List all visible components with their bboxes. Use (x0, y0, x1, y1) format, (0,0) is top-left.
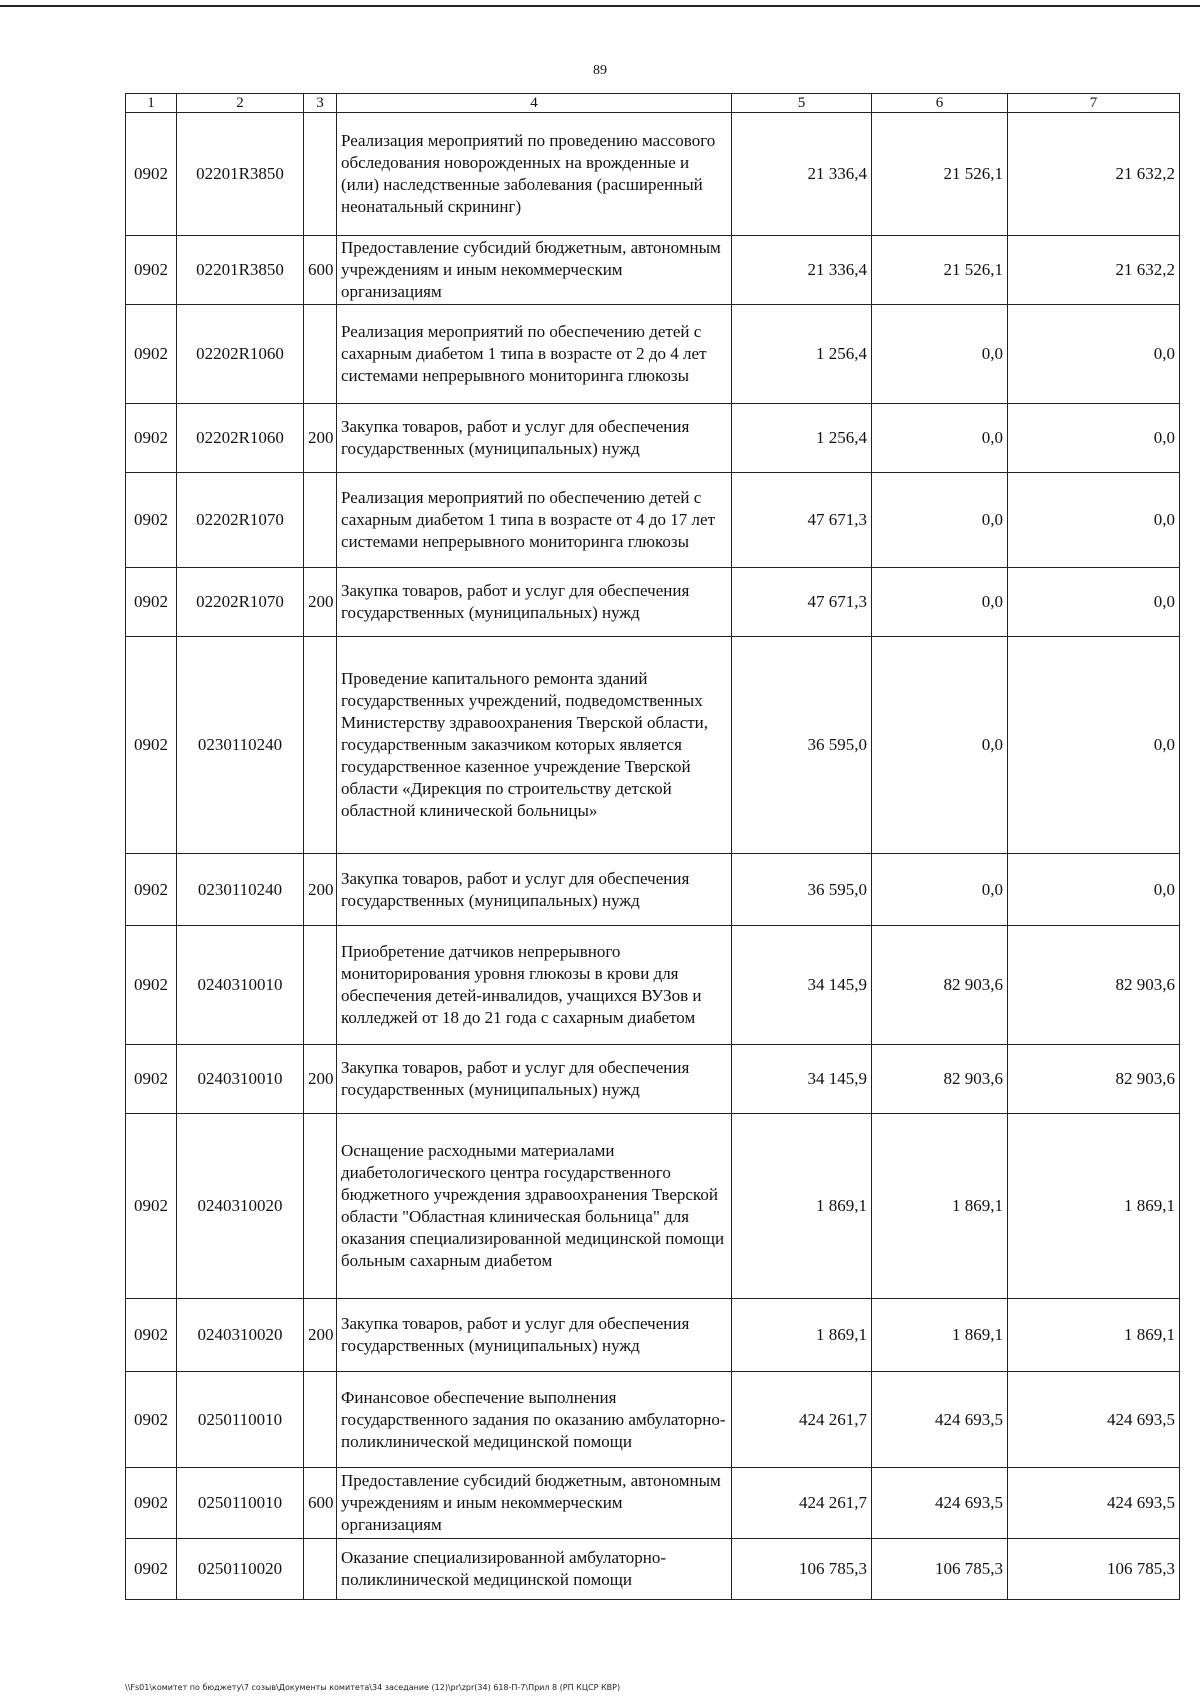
amount-col6: 1 869,1 (872, 1299, 1008, 1372)
section-code: 0902 (126, 1114, 177, 1299)
target-article-code: 02202R1070 (177, 568, 304, 637)
table-row (126, 1539, 1180, 1600)
target-article-code: 0250110010 (177, 1468, 304, 1539)
target-article-code: 02202R1070 (177, 473, 304, 568)
amount-col6: 424 693,5 (872, 1372, 1008, 1468)
expense-type-code: 200 (304, 854, 337, 926)
amount-col7: 0,0 (1008, 404, 1180, 473)
section-code: 0902 (126, 404, 177, 473)
table-row (126, 1045, 1180, 1114)
expense-type-code (304, 926, 337, 1045)
expense-type-code: 200 (304, 404, 337, 473)
table-row (126, 1114, 1180, 1299)
expense-type-code: 200 (304, 1299, 337, 1372)
amount-col5: 424 261,7 (732, 1372, 872, 1468)
column-header-4: 4 (337, 94, 732, 113)
item-description: Финансовое обеспечение выполнения государственного задания по оказанию амбулаторно-поликлинической медицинской помощи (337, 1372, 732, 1468)
table-row (126, 568, 1180, 637)
item-description: Реализация мероприятий по обеспечению детей с сахарным диабетом 1 типа в возрасте от 4 до 17 лет системами непрерывного мониторинга глюкозы (337, 473, 732, 568)
amount-col7: 0,0 (1008, 305, 1180, 404)
table-row (126, 236, 1180, 305)
target-article-code: 0240310010 (177, 926, 304, 1045)
expense-type-code (304, 113, 337, 236)
item-description: Предоставление субсидий бюджетным, автономным учреждениям и иным некоммерческим организациям (337, 236, 732, 305)
target-article-code: 02202R1060 (177, 305, 304, 404)
table-row (126, 113, 1180, 236)
table-row (126, 926, 1180, 1045)
expense-type-code: 200 (304, 1045, 337, 1114)
target-article-code: 0240310020 (177, 1114, 304, 1299)
page-number: 89 (593, 63, 607, 78)
item-description: Реализация мероприятий по проведению массового обследования новорожденных на врожденные и (или) наследственные заболевания (расширенный неонатальный скрининг) (337, 113, 732, 236)
section-code: 0902 (126, 854, 177, 926)
column-header-6: 6 (872, 94, 1008, 113)
table-row (126, 1299, 1180, 1372)
amount-col7: 0,0 (1008, 637, 1180, 854)
target-article-code: 0240310020 (177, 1299, 304, 1372)
item-description: Оказание специализированной амбулаторно-поликлинической медицинской помощи (337, 1539, 732, 1600)
budget-table (125, 93, 1180, 1600)
target-article-code: 0250110010 (177, 1372, 304, 1468)
amount-col7: 424 693,5 (1008, 1468, 1180, 1539)
section-code: 0902 (126, 568, 177, 637)
expense-type-code (304, 473, 337, 568)
section-code: 0902 (126, 1045, 177, 1114)
target-article-code: 0230110240 (177, 854, 304, 926)
table-row (126, 305, 1180, 404)
expense-type-code (304, 1372, 337, 1468)
column-header-3: 3 (304, 94, 337, 113)
amount-col5: 34 145,9 (732, 926, 872, 1045)
item-description: Закупка товаров, работ и услуг для обеспечения государственных (муниципальных) нужд (337, 854, 732, 926)
target-article-code: 0250110020 (177, 1539, 304, 1600)
amount-col5: 21 336,4 (732, 113, 872, 236)
section-code: 0902 (126, 637, 177, 854)
amount-col6: 21 526,1 (872, 113, 1008, 236)
expense-type-code: 600 (304, 1468, 337, 1539)
amount-col7: 1 869,1 (1008, 1114, 1180, 1299)
item-description: Закупка товаров, работ и услуг для обеспечения государственных (муниципальных) нужд (337, 1045, 732, 1114)
amount-col6: 1 869,1 (872, 1114, 1008, 1299)
amount-col7: 424 693,5 (1008, 1372, 1180, 1468)
section-code: 0902 (126, 305, 177, 404)
file-path-footer: \\Fs01\комитет по бюджету\7 созыв\Документы комитета\34 заседание (12)\pr\zpr(34) 618-П-7\Прил 8 (РП КЦСР КВР) (125, 1683, 621, 1692)
column-header-1: 1 (126, 94, 177, 113)
amount-col6: 21 526,1 (872, 236, 1008, 305)
expense-type-code: 600 (304, 236, 337, 305)
section-code: 0902 (126, 1468, 177, 1539)
target-article-code: 0230110240 (177, 637, 304, 854)
column-header-2: 2 (177, 94, 304, 113)
amount-col5: 106 785,3 (732, 1539, 872, 1600)
amount-col6: 0,0 (872, 854, 1008, 926)
item-description: Закупка товаров, работ и услуг для обеспечения государственных (муниципальных) нужд (337, 1299, 732, 1372)
section-code: 0902 (126, 1299, 177, 1372)
target-article-code: 02201R3850 (177, 236, 304, 305)
amount-col5: 47 671,3 (732, 473, 872, 568)
amount-col7: 82 903,6 (1008, 1045, 1180, 1114)
amount-col5: 21 336,4 (732, 236, 872, 305)
amount-col7: 21 632,2 (1008, 113, 1180, 236)
item-description: Закупка товаров, работ и услуг для обеспечения государственных (муниципальных) нужд (337, 568, 732, 637)
amount-col7: 106 785,3 (1008, 1539, 1180, 1600)
amount-col5: 34 145,9 (732, 1045, 872, 1114)
section-code: 0902 (126, 1539, 177, 1600)
amount-col7: 21 632,2 (1008, 236, 1180, 305)
amount-col6: 424 693,5 (872, 1468, 1008, 1539)
target-article-code: 0240310010 (177, 1045, 304, 1114)
item-description: Закупка товаров, работ и услуг для обеспечения государственных (муниципальных) нужд (337, 404, 732, 473)
amount-col6: 106 785,3 (872, 1539, 1008, 1600)
table-row (126, 637, 1180, 854)
amount-col5: 1 869,1 (732, 1299, 872, 1372)
table-row (126, 854, 1180, 926)
amount-col5: 36 595,0 (732, 637, 872, 854)
table-row (126, 473, 1180, 568)
item-description: Оснащение расходными материалами диабетологического центра государственного бюджетного учреждения здравоохранения Тверской области "Областная клиническая больница" для оказания специализированной медицинской помощи больным сахарным диабетом (337, 1114, 732, 1299)
item-description: Предоставление субсидий бюджетным, автономным учреждениям и иным некоммерческим организациям (337, 1468, 732, 1539)
amount-col5: 47 671,3 (732, 568, 872, 637)
amount-col6: 0,0 (872, 568, 1008, 637)
amount-col6: 0,0 (872, 404, 1008, 473)
top-border-line (0, 5, 1200, 7)
amount-col6: 0,0 (872, 637, 1008, 854)
column-number-row (126, 94, 1180, 113)
amount-col7: 0,0 (1008, 568, 1180, 637)
table-row (126, 1372, 1180, 1468)
table-row (126, 1468, 1180, 1539)
table-row (126, 404, 1180, 473)
amount-col5: 424 261,7 (732, 1468, 872, 1539)
section-code: 0902 (126, 473, 177, 568)
amount-col5: 1 256,4 (732, 305, 872, 404)
amount-col7: 82 903,6 (1008, 926, 1180, 1045)
amount-col5: 1 869,1 (732, 1114, 872, 1299)
amount-col6: 0,0 (872, 305, 1008, 404)
section-code: 0902 (126, 236, 177, 305)
section-code: 0902 (126, 113, 177, 236)
section-code: 0902 (126, 1372, 177, 1468)
amount-col6: 82 903,6 (872, 926, 1008, 1045)
item-description: Реализация мероприятий по обеспечению детей с сахарным диабетом 1 типа в возрасте от 2 до 4 лет системами непрерывного мониторинга глюкозы (337, 305, 732, 404)
target-article-code: 02202R1060 (177, 404, 304, 473)
amount-col5: 1 256,4 (732, 404, 872, 473)
expense-type-code (304, 305, 337, 404)
expense-type-code: 200 (304, 568, 337, 637)
section-code: 0902 (126, 926, 177, 1045)
column-header-7: 7 (1008, 94, 1180, 113)
amount-col7: 0,0 (1008, 473, 1180, 568)
target-article-code: 02201R3850 (177, 113, 304, 236)
expense-type-code (304, 637, 337, 854)
item-description: Проведение капитального ремонта зданий государственных учреждений, подведомственных Министерству здравоохранения Тверской области, государственным заказчиком которых является государственное казенное учреждение Тверской области «Дирекция по строительству детской областной клинической больницы» (337, 637, 732, 854)
item-description: Приобретение датчиков непрерывного мониторирования уровня глюкозы в крови для обеспечения детей-инвалидов, учащихся ВУЗов и колледжей от 18 до 21 года с сахарным диабетом (337, 926, 732, 1045)
column-header-5: 5 (732, 94, 872, 113)
expense-type-code (304, 1539, 337, 1600)
amount-col7: 1 869,1 (1008, 1299, 1180, 1372)
amount-col6: 82 903,6 (872, 1045, 1008, 1114)
amount-col5: 36 595,0 (732, 854, 872, 926)
expense-type-code (304, 1114, 337, 1299)
amount-col7: 0,0 (1008, 854, 1180, 926)
amount-col6: 0,0 (872, 473, 1008, 568)
